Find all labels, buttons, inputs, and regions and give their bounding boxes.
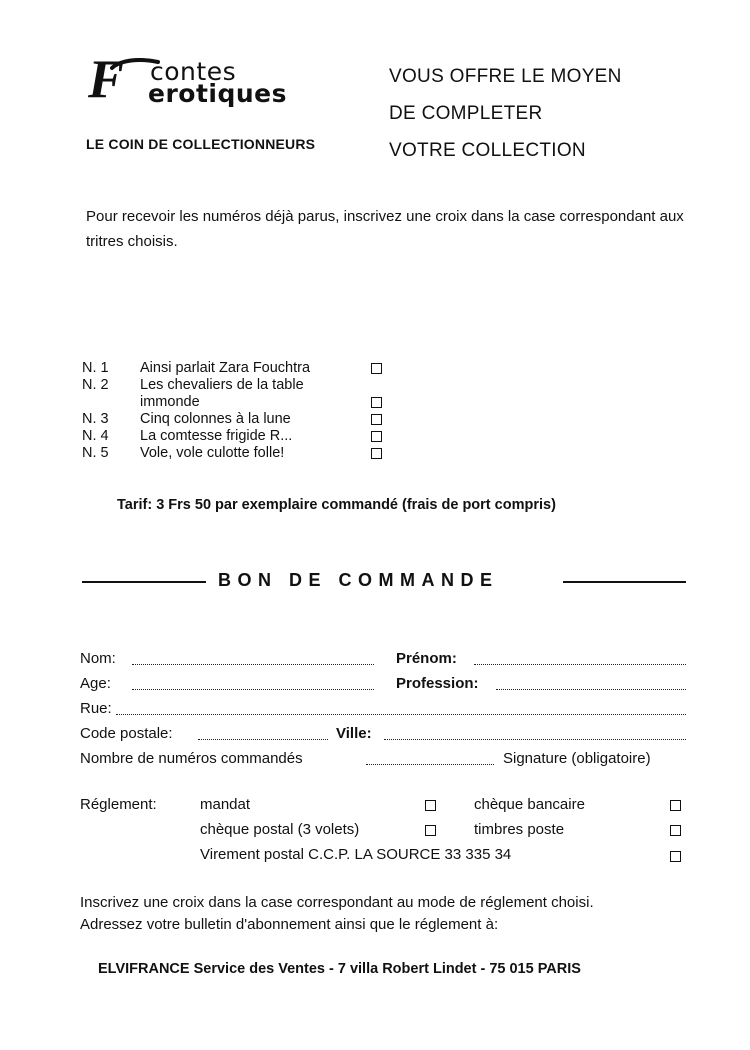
age-label: Age: [80,675,111,692]
title-name: Les chevaliers de la table [140,377,304,393]
title-number: N. 4 [82,428,109,444]
offer-line: VOTRE COLLECTION [389,140,586,161]
profession-label: Profession: [396,675,479,692]
prenom-field[interactable] [474,664,686,665]
mailing-address: ELVIFRANCE Service des Ventes - 7 villa Robert Lindet - 75 015 PARIS [98,961,581,977]
offer-line: DE COMPLETER [389,103,543,124]
rue-label: Rue: [80,700,112,717]
virement-label: Virement postal C.C.P. LA SOURCE 33 335 34 [200,846,512,863]
rue-field[interactable] [116,714,686,715]
title-checkbox[interactable] [371,448,382,459]
intro-paragraph: Pour recevoir les numéros déjà parus, inscrivez une croix dans la case correspondant aux tritres choisis. [86,208,684,250]
cheque-bancaire-checkbox[interactable] [670,800,681,811]
title-number: N. 5 [82,445,109,461]
timbres-label: timbres poste [474,821,565,838]
title-checkbox[interactable] [371,431,382,442]
heading-rule-left [82,581,206,583]
mandat-checkbox[interactable] [425,800,436,811]
signature-label: Signature (obligatoire) [503,750,651,767]
logo [88,49,328,109]
title-number: N. 1 [82,360,109,376]
age-field[interactable] [132,689,374,690]
virement-checkbox[interactable] [670,851,681,862]
title-checkbox[interactable] [371,397,382,408]
cheque-postal-checkbox[interactable] [425,825,436,836]
collector-corner-title: LE COIN DE COLLECTIONNEURS [86,136,316,152]
cheque-bancaire-label: chèque bancaire [474,796,585,813]
payment-label: Réglement: [80,796,157,813]
footer-line: Inscrivez une croix dans la case correspondant au mode de réglement choisi. [80,894,594,911]
title-checkbox[interactable] [371,414,382,425]
title-name: La comtesse frigide R... [140,428,293,444]
code-postale-field[interactable] [198,739,328,740]
title-number: N. 3 [82,411,109,427]
title-name: Cinq colonnes à la lune [140,411,291,427]
tarif-text: Tarif: 3 Frs 50 par exemplaire commandé (frais de port compris) [117,497,556,513]
prenom-label: Prénom: [396,650,457,667]
footer-line: Adressez votre bulletin d'abonnement ainsi que le réglement à: [80,916,499,933]
mandat-label: mandat [200,796,251,813]
logo-initial: F [88,49,125,109]
cheque-postal-label: chèque postal (3 volets) [200,821,360,838]
timbres-checkbox[interactable] [670,825,681,836]
profession-field[interactable] [496,689,686,690]
offer-text [389,58,622,169]
logo-line-contes: contes [150,57,237,86]
title-number: N. 2 [82,377,109,393]
nom-field[interactable] [132,664,374,665]
nom-label: Nom: [80,650,116,667]
code-postale-label: Code postale: [80,725,173,742]
heading-rule-right [563,581,686,583]
footer-instructions [80,892,594,936]
title-name: Vole, vole culotte folle! [140,445,285,461]
nombre-label: Nombre de numéros commandés [80,750,303,767]
logo-line-erotiques: erotiques [148,79,288,108]
title-checkbox[interactable] [371,363,382,374]
order-form-heading: BON DE COMMANDE [218,570,499,590]
offer-line: VOUS OFFRE LE MOYEN [389,66,622,87]
nombre-field[interactable] [366,764,494,765]
title-name: Ainsi parlait Zara Fouchtra [140,360,311,376]
ville-label: Ville: [336,725,372,742]
ville-field[interactable] [384,739,686,740]
title-name: immonde [140,394,200,410]
